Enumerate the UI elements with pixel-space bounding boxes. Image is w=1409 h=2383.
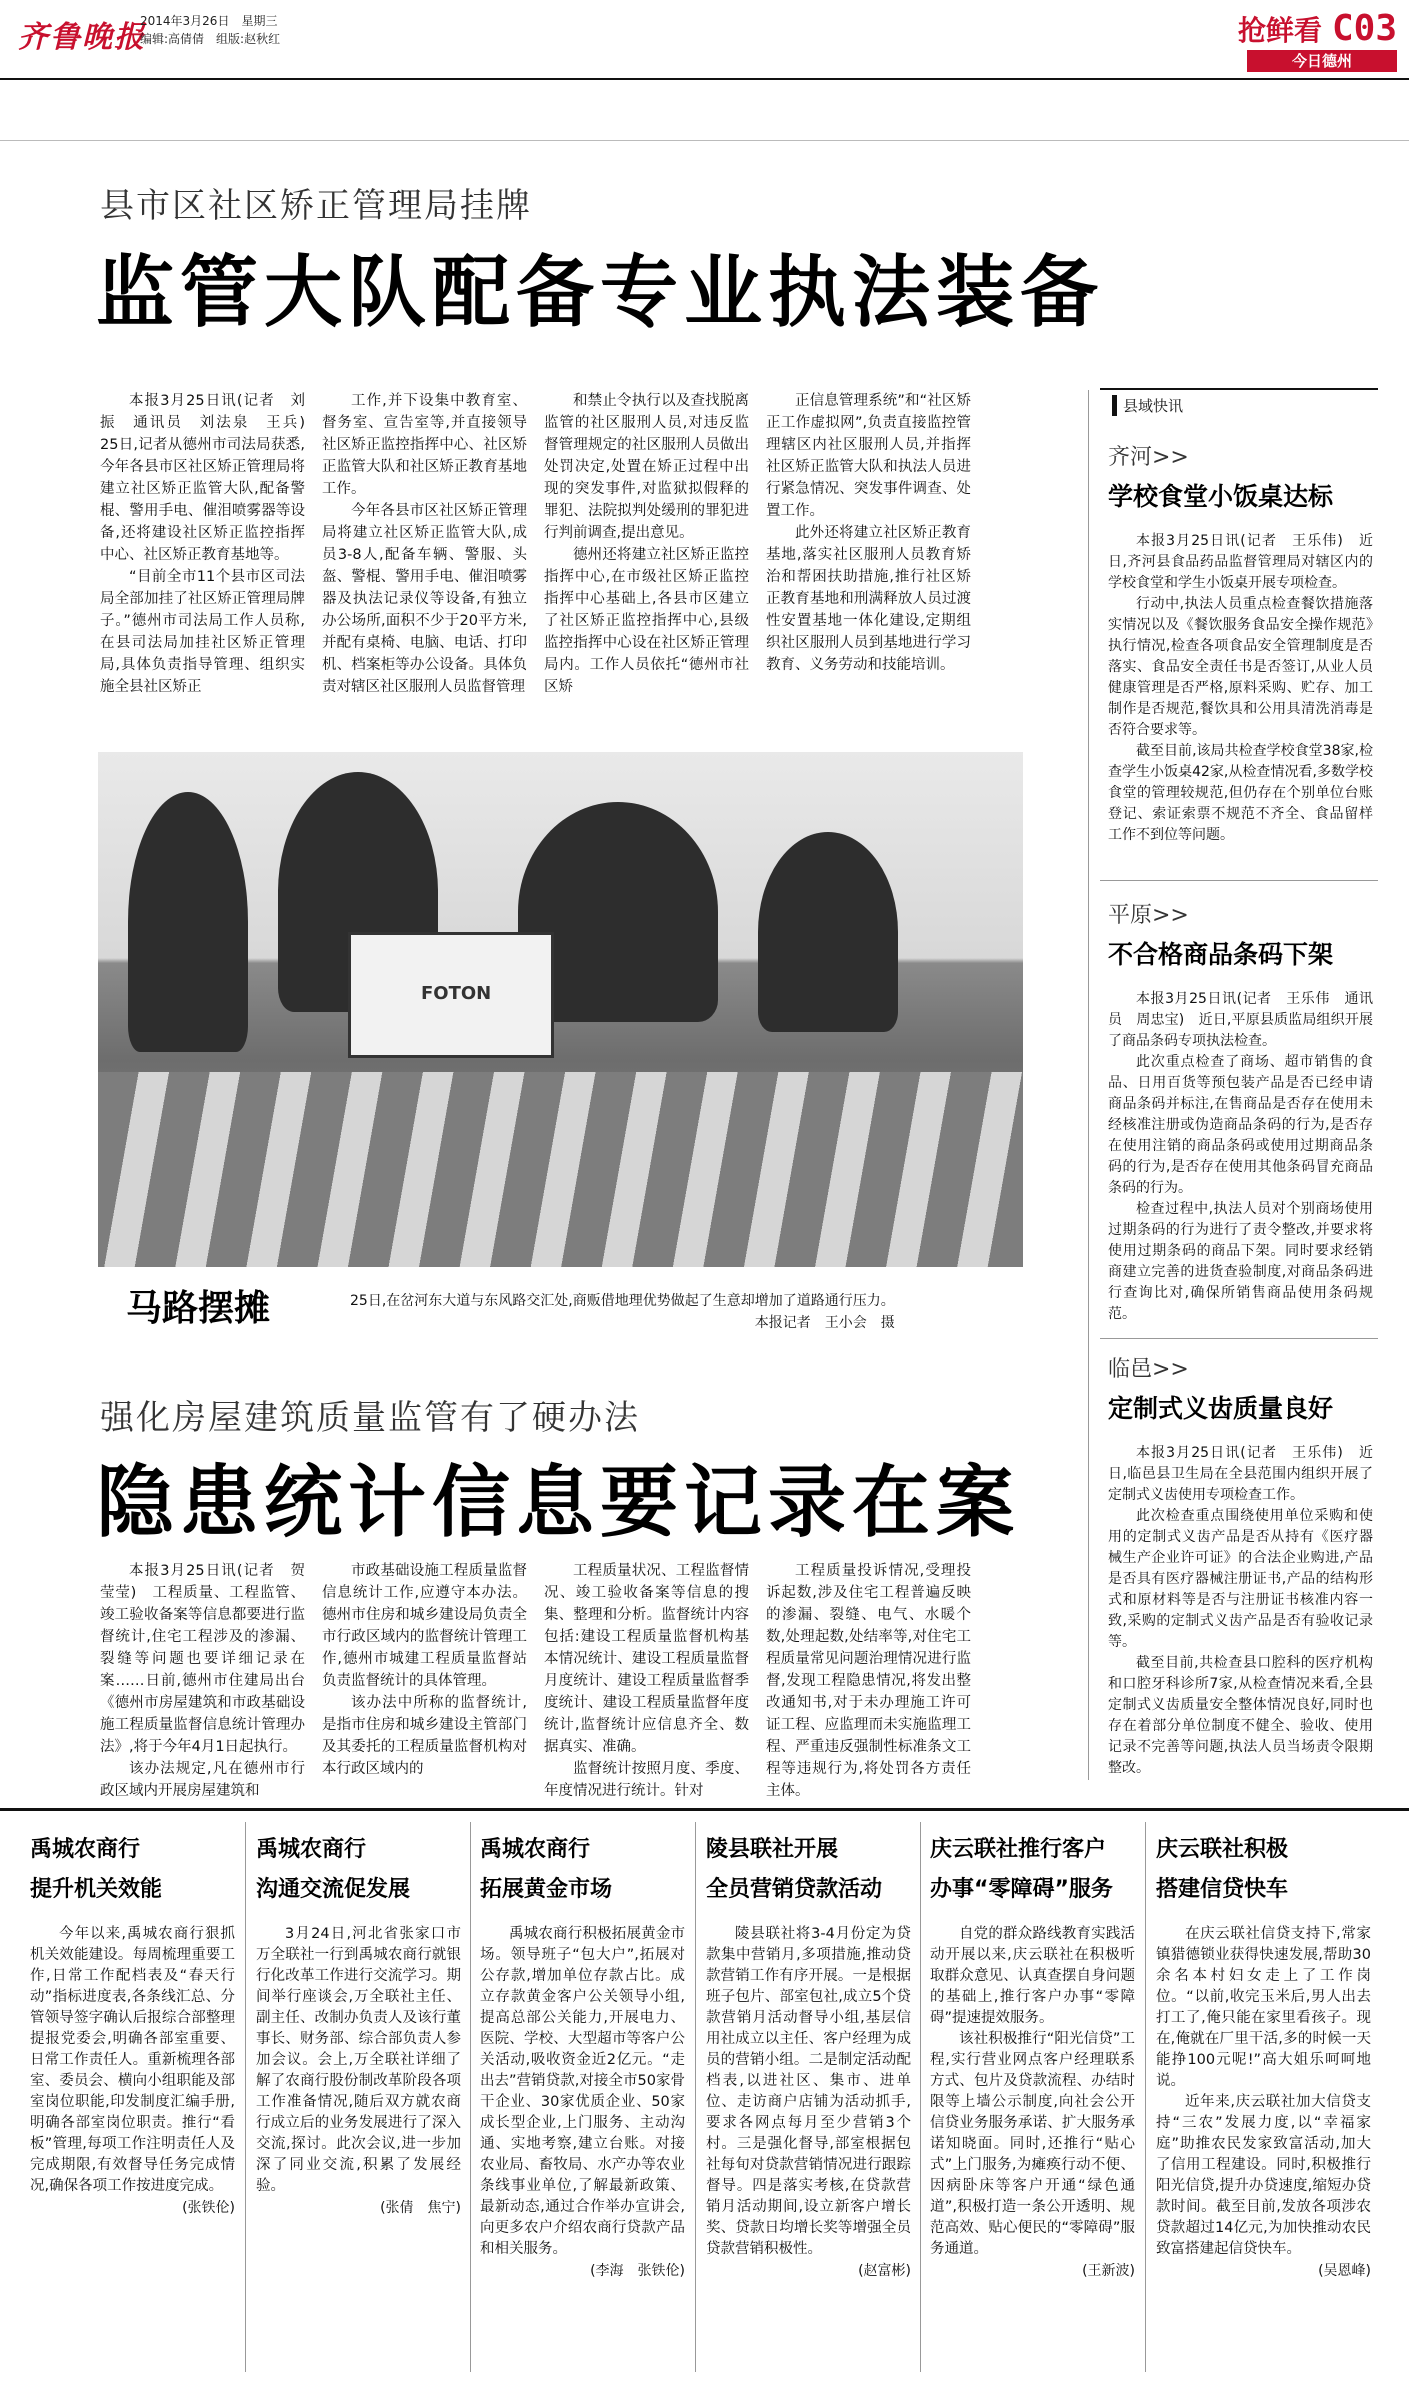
article-byline: (张倩 焦宁) [380,2200,461,2216]
article-title-line: 沟通交流促发展 [256,1877,411,1902]
story2-column-3 [544,1560,749,1802]
brief-qihe [1108,440,1373,846]
brief-headline: 定制式义齿质量良好 [1108,1394,1334,1423]
bottom-article-3 [480,1830,685,2280]
brief-headline: 学校食堂小饭桌达标 [1108,482,1334,511]
brief-body [1108,1443,1373,1779]
paragraph: 此外还将建立社区矫正教育基地,落实社区服刑人员教育矫治和帮困扶助措施,推行社区矫正教育基地和刑满释放人员过渡性安置基地一体化建设,定期组织社区服刑人员到基地进行学习教育、义务劳动和技能培训。 [766,525,971,673]
article-title-line: 办事“零障碍”服务 [930,1877,1113,1902]
column-divider [245,1822,246,2372]
paragraph: 市政基础设施工程质量监督信息统计工作,应遵守本办法。德州市住房和城乡建设局负责全市行政区域内的监督统计管理工作,德州市城建工程质量监督站负责监督统计的具体管理。 [322,1563,527,1689]
bottom-band-rule [0,1808,1409,1811]
paragraph: 正信息管理系统”和“社区矫正工作虚拟网”,负责直接监控管理辖区内社区服刑人员,并指挥社区矫正监管大队和执法人员进行紧急情况、突发事件调查、处置工作。 [766,393,971,519]
paragraph: 陵县联社将3-4月份定为贷款集中营销月,多项措施,推动贷款营销工作有序开展。一是根据班子包片、部室包社,成立5个贷款营销月活动督导小组,基层信用社成立以主任、客户经理为成员的营销小组。二是制定活动配档表,以进社区、集市、进单位、走访商户店铺为活动抓手,要求各网点每月至少营销3个村。三是强化督导,部室根据包社每旬对贷款营销情况进行跟踪督导。四是落实考核,在贷款营销月活动期间,设立新客户增长奖、贷款日均增长奖等增强全员贷款营销积极性。 [706,1926,911,2257]
article-title [706,1830,911,1910]
masthead-right [1238,8,1397,49]
story2-kicker: 强化房屋建筑质量监管有了硬办法 [100,1398,640,1438]
paragraph: 今年各县市区社区矫正管理局将建立社区矫正监管大队,成员3-8人,配备车辆、警服、头盔、警棍、警用手电、催泪喷雾器及执法记录仪等设备,有独立办公场所,面积不少于20平方米,并配有桌椅、电脑、电话、打印机、档案柜等办公设备。具体负责对辖区社区服刑人员监督管理 [322,503,527,695]
column-divider [470,1822,471,2372]
masthead-rule [0,78,1409,80]
photo-credit: 本报记者 王小会 摄 [754,1315,895,1331]
article-body [930,1924,1135,2260]
paragraph: 和禁止令执行以及查找脱离监管的社区服刑人员,对违反监督管理规定的社区服刑人员做出处罚决定,处置在矫正过程中出现的突发事件,对监狱拟假释的罪犯、法院拟判处缓刑的罪犯进行判前调查,提出意见。 [544,393,749,541]
truck-brand: FOTON [421,983,492,1004]
paragraph: 本报3月25日讯(记者 刘振 通讯员 刘法泉 王兵) 25日,记者从德州市司法局获悉,今年各县市区社区矫正管理局将建立社区矫正监管大队,配备警棍、警用手电、催泪喷雾器等设备,还将建设社区矫正监控指挥中心、社区矫正教育基地等。 [100,393,320,563]
bottom-article-4 [706,1830,911,2280]
article-title-line: 禹城农商行 [30,1837,141,1862]
paragraph: 本报3月25日讯(记者 贺莹莹) 工程质量、工程监管、竣工验收备案等信息都要进行监督统计,住宅工程涉及的渗漏、裂缝等问题也要详细记录在案……日前,德州市住建局出台《德州市房屋建筑和市政基础设施工程质量监督信息统计管理办法》,将于今年4月1日起执行。 [100,1563,305,1755]
bottom-article-2 [256,1830,461,2217]
article-title-line: 庆云联社推行客户 [930,1837,1107,1862]
paragraph: 工程质量投诉情况,受理投诉起数,涉及住宅工程普遍反映的渗漏、裂缝、电气、水暖个数,处理起数,处结率等,对住宅工程质量常见问题治理情况进行监督,发现工程隐患情况,将发出整改通知书,对于未办理施工许可证工程、应监理而未实施监理工程、严重违反强制性标准条文工程等违规行为,将处罚各方责任主体。 [766,1563,971,1799]
masthead-info [140,12,280,48]
article-body [706,1924,911,2260]
article-title-line: 陵县联社开展 [706,1837,839,1862]
paragraph: 本报3月25日讯(记者 王乐伟) 近日,齐河县食品药品监督管理局对辖区内的学校食堂和学生小饭桌开展专项检查。 [1108,533,1373,591]
paragraph: 截至目前,共检查县口腔科的医疗机构和口腔牙科诊所7家,从检查情况来看,全县定制式义齿质量安全整体情况良好,同时也存在着部分单位制度不健全、验收、使用记录不完善等问题,执法人员当场责令限期整改。 [1108,1655,1373,1776]
paragraph: 禹城农商行积极拓展黄金市场。领导班子“包大户”,拓展对公存款,增加单位存款占比。成立存款黄金客户公关领导小组,提高总部公关能力,开展电力、医院、学校、大型超市等客户公关活动,吸收资金近2亿元。“走出去”营销贷款,对接全市50家骨干企业、30家优质企业、50家成长型企业,上门服务、主动沟通、实地考察,建立台账。对接农业局、畜牧局、水产办等农业条线事业单位,了解最新政策、最新动态,通过合作举办宣讲会,向更多农户介绍农商行贷款产品和相关服务。 [480,1926,685,2257]
story1-column-1 [100,390,320,698]
paragraph: 监督统计按照月度、季度、年度情况进行统计。针对 [544,1761,749,1799]
brief-body [1108,531,1373,846]
article-byline: (张铁伦) [182,2200,235,2216]
paragraph: 该办法中所称的监督统计,是指市住房和城乡建设主管部门及其委托的工程质量监督机构对本行政区域内的 [322,1695,527,1777]
article-title [930,1830,1135,1910]
story2-column-2 [322,1560,527,1780]
brief-location: 齐河>> [1108,445,1189,470]
bottom-article-6 [1156,1830,1371,2280]
article-title-line: 禹城农商行 [256,1837,367,1862]
article-title [1156,1830,1371,1910]
paragraph: 近年来,庆云联社加大信贷支持“三农”发展力度,以“幸福家庭”助推农民发家致富活动,加大了信用工程建设。同时,积极推行阳光信贷,提升办贷速度,缩短办贷款时间。截至目前,发放各项涉农贷款超过14亿元,为加快推动农民致富搭建起信贷快车。 [1156,2094,1371,2257]
photo-caption-block [350,1290,895,1334]
article-title-line: 拓展黄金市场 [480,1877,613,1902]
article-byline: (赵富彬) [858,2263,911,2279]
paragraph: 检查过程中,执法人员对个别商场使用过期条码的行为进行了责令整改,并要求将使用过期条码的商品下架。同时要求经销商建立完善的进货查验制度,对商品条码进行查询比对,确保所销售商品使用条码规范。 [1108,1201,1373,1322]
article-byline: (吴恩峰) [1318,2263,1371,2279]
paragraph: 在庆云联社信贷支持下,常家镇猎德锁业获得快速发展,帮助30余名本村妇女走上了工作岗位。“以前,收完玉米后,男人出去打工了,俺只能在家里看孩子。现在,俺就在厂里干活,多的时候一天能挣100元呢!”高大姐乐呵呵地说。 [1156,1926,1371,2089]
article-title-line: 全员营销贷款活动 [706,1877,883,1902]
paragraph: 工程质量状况、工程监督情况、竣工验收备案等信息的搜集、整理和分析。监督统计内容包括:建设工程质量监督机构基本情况统计、建设工程质量监督月度统计、建设工程质量监督季度统计、建设工程质量监督年度统计,监督统计应信息齐全、数据真实、准确。 [544,1563,749,1755]
article-byline: (李海 张铁伦) [590,2263,685,2279]
article-title-line: 提升机关效能 [30,1877,163,1902]
sidebar-divider [1088,390,1089,1780]
brief-body [1108,989,1373,1325]
article-title-line: 禹城农商行 [480,1837,591,1862]
paragraph: 今年以来,禹城农商行狠抓机关效能建设。每周梳理重要工作,日常工作配档表及“春天行动”指标进度表,各条线汇总、分管领导签字确认后报综合部整理提报党委会,明确各部室重要、日常工作责任人。重新梳理各部室、委员会、横向小组职能及部室岗位职能,印发制度汇编手册,明确各部室岗位职责。推行“看板”管理,每项工作注明责任人及完成期限,有效督导任务完成情况,确保各项工作按进度完成。 [30,1926,235,2194]
sidebar-top-rule [1100,388,1378,390]
paragraph: 工作,并下设集中教育室、督务室、宣告室等,并直接领导社区矫正监控指挥中心、社区矫正监管大队和社区矫正教育基地工作。 [322,393,527,497]
column-divider [920,1822,921,2372]
column-divider [1145,1822,1146,2372]
page-number: C03 [1331,8,1397,49]
sidebar-tag: 县域快讯 [1112,395,1183,416]
article-byline: (王新波) [1082,2263,1135,2279]
brief-linyi [1108,1352,1373,1779]
story1-column-2 [322,390,527,698]
brief-headline: 不合格商品条码下架 [1108,940,1334,969]
paragraph: 德州还将建立社区矫正监控指挥中心,在市级社区矫正监控指挥中心基础上,各县市区建立了社区矫正监控指挥中心,县级监控指挥中心设在社区矫正管理局内。工作人员依托“德州市社区矫 [544,547,749,695]
news-photo [98,752,1023,1267]
photo-truck [348,932,554,1058]
editors-line: 编辑:高倩倩 组版:赵秋红 [140,32,281,46]
paragraph: 行动中,执法人员重点检查餐饮措施落实情况以及《餐饮服务食品安全操作规范》执行情况,检查各项食品安全管理制度是否落实、食品安全责任书是否签订,从业人员健康管理是否严格,原料采购、贮存、加工制作是否规范,餐饮具和公用具清洗消毒是否符合要求等。 [1108,596,1373,738]
article-title-line: 搭建信贷快车 [1156,1877,1289,1902]
column-divider [695,1822,696,2372]
paragraph: 此次检查重点围绕使用单位采购和使用的定制式义齿产品是否从持有《医疗器械生产企业许可证》的合法企业购进,产品是否具有医疗器械注册证书,产品的结构形式和原材料等是否与注册证书核准内容一致,采购的定制式义齿产品是否有验收记录等。 [1108,1508,1373,1650]
article-body [480,1924,685,2260]
bottom-article-1 [30,1830,235,2217]
paragraph: 本报3月25日讯(记者 王乐伟) 近日,临邑县卫生局在全县范围内组织开展了定制式义齿使用专项检查工作。 [1108,1445,1373,1503]
brief-pingyuan [1108,898,1373,1325]
photo-tree [758,832,898,1032]
brief-location: 临邑>> [1108,1357,1189,1382]
column-name: 抢鲜看 [1237,13,1322,47]
story1-headline: 监管大队配备专业执法装备 [96,248,1105,338]
article-body [256,1924,461,2197]
article-title-line: 庆云联社积极 [1156,1837,1289,1862]
story1-column-3 [544,390,749,698]
story2-headline: 隐患统计信息要记录在案 [96,1458,1021,1548]
newspaper-logo: 齐鲁晚报 [18,20,146,55]
paragraph: 截至目前,该局共检查学校食堂38家,检查学生小饭桌42家,从检查情况看,多数学校食堂的管理较规范,但仍存在个别单位台账登记、索证索票不规范不齐全、食品留样工作不到位等问题。 [1108,743,1373,843]
paragraph: 本报3月25日讯(记者 王乐伟 通讯员 周忠宝) 近日,平原县质监局组织开展了商品条码专项执法检查。 [1108,991,1373,1049]
story2-column-4 [766,1560,971,1802]
story1-column-4 [766,390,971,676]
section-rule [0,140,1409,141]
photo-tree [128,792,248,1052]
brief-divider [1100,880,1378,881]
photo-title: 马路摆摊 [126,1288,271,1329]
article-title [480,1830,685,1910]
paragraph: 该社积极推行“阳光信贷”工程,实行营业网点客户经理联系方式、包片及贷款流程、办结时限等上墙公示制度,向社会公开信贷业务服务承诺、扩大服务承诺知晓面。同时,还推行“贴心式”上门服务,为瘫痪行动不便、因病卧床等客户开通“绿色通道”,积极打造一条公开透明、规范高效、贴心便民的“零障碍”服务通道。 [930,2031,1135,2257]
paragraph: 该办法规定,凡在德州市行政区域内开展房屋建筑和 [100,1761,305,1799]
brief-divider [1100,1338,1378,1339]
article-title [256,1830,461,1910]
paragraph: 3月24日,河北省张家口市万全联社一行到禹城农商行就银行化改革工作进行交流学习。期间举行座谈会,万全联社主任、副主任、改制办负责人及该行董事长、财务部、综合部负责人参加会议。会上,万全联社详细了解了农商行股份制改革阶段各项工作准备情况,随后双方就农商行成立后的业务发展进行了深入交流,探讨。此次会议,进一步加深了同业交流,积累了发展经验。 [256,1926,461,2194]
article-body [30,1924,235,2197]
paragraph: “目前全市11个县市区司法局全部加挂了社区矫正管理局牌子。”德州市司法局工作人员称,在县司法局加挂社区矫正管理局,具体负责指导管理、组织实施全县社区矫正 [100,569,305,695]
photo-road [98,1072,1023,1267]
story2-column-1 [100,1560,305,1802]
issue-date: 2014年3月26日 星期三 [140,14,278,28]
paragraph: 自党的群众路线教育实践活动开展以来,庆云联社在积极听取群众意见、认真查摆自身问题的基础上,推行客户办事“零障碍”提速提效服务。 [930,1926,1135,2026]
story1-kicker: 县市区社区矫正管理局挂牌 [100,186,532,226]
brief-location: 平原>> [1108,903,1189,928]
article-title [30,1830,235,1910]
edition-badge: 今日德州 [1247,50,1397,72]
article-body [1156,1924,1371,2260]
photo-caption: 25日,在岔河东大道与东风路交汇处,商贩借地理优势做起了生意却增加了道路通行压力。 [350,1293,895,1309]
paragraph: 此次重点检查了商场、超市销售的食品、日用百货等预包装产品是否已经申请商品条码并标注,在售商品是否存在使用未经核准注册或伪造商品条码的行为,是否存在使用注销的商品条码或使用过期商品条码的行为,是否存在使用其他条码冒充商品条码的行为。 [1108,1054,1373,1196]
bottom-article-5 [930,1830,1135,2280]
